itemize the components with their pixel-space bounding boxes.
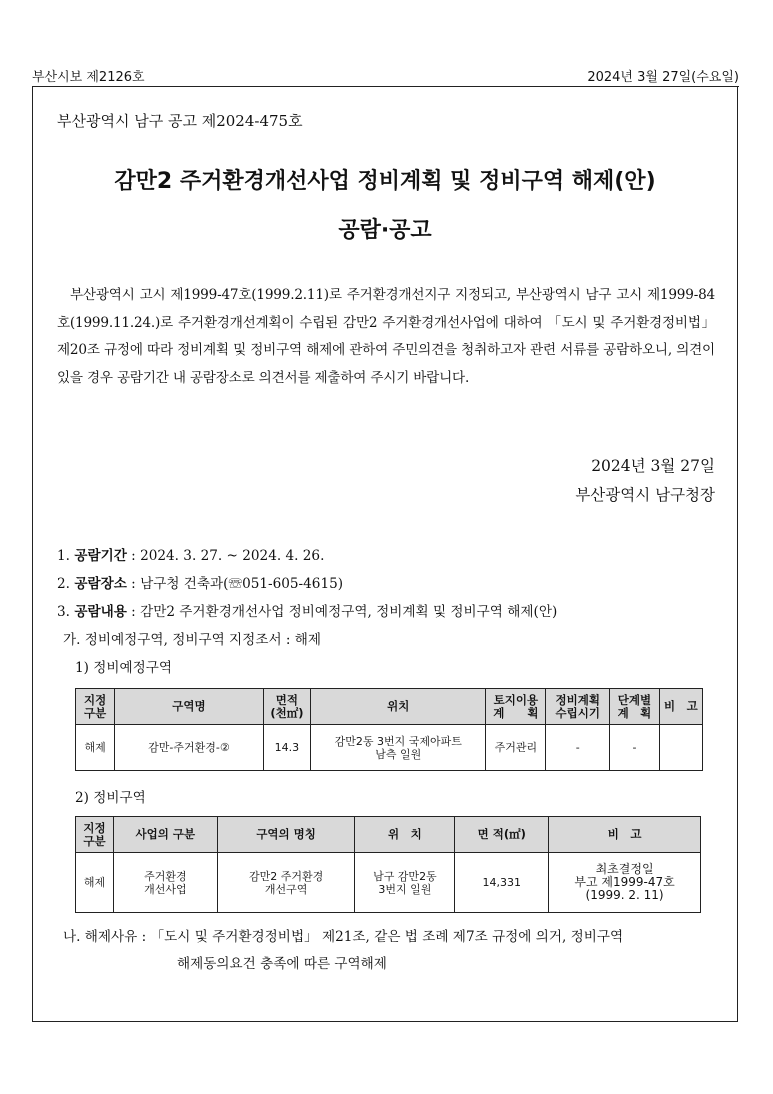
notice-number: 부산광역시 남구 공고 제2024-475호 [57, 112, 303, 130]
table-row [76, 725, 703, 771]
table-header-cell: 위 치 [355, 817, 455, 853]
table-cell: 14,331 [455, 853, 549, 913]
table-header-cell: 정비계획 수립시기 [546, 689, 610, 725]
table-header-cell: 구역의 명칭 [217, 817, 355, 853]
sub-item-a: 가. 정비예정구역, 정비구역 지정조서 : 해제 [63, 632, 322, 648]
table-row [76, 853, 701, 913]
table-cell: 주거관리 [486, 725, 546, 771]
table-header-cell: 사업의 구분 [113, 817, 217, 853]
notice-frame [32, 86, 738, 1022]
table-header-row [76, 817, 701, 853]
table-header-cell: 면 적(㎡) [455, 817, 549, 853]
table-header-row [76, 689, 703, 725]
table-header-cell: 토지이용 계 획 [486, 689, 546, 725]
table-header-cell: 지정 구분 [76, 689, 115, 725]
table-header-cell: 비 고 [659, 689, 702, 725]
release-reason-line2: 해제동의요건 충족에 따른 구역해제 [177, 956, 387, 972]
notice-body: 부산광역시 고시 제1999-47호(1999.2.11)로 주거환경개선지구 지정되고, 부산광역시 남구 고시 제1999-84호(1999.11.24.)로 주거환경개선계획이 수립된 감만2 주거환경개선사업에 대하여 「도시 및 주거환경정비법」 제20조 규정에 따라 정비계획 및 정비구역 해제에 관하여 주민의견을 청취하고자 관련 서류를 공람하오니, 의견이 있을 경우 공람기간 내 공람장소로 의견서를 제출하여 주시기 바랍니다. [57, 287, 715, 386]
table-cell: 14.3 [263, 725, 310, 771]
table-header-cell: 비 고 [549, 817, 701, 853]
release-reason-line1: 나. 해제사유 : 「도시 및 주거환경정비법」 제21조, 같은 법 조례 제7조 규정에 의거, 정비구역 [63, 929, 624, 945]
sub-item-2: 2) 정비구역 [75, 790, 146, 806]
gazette-date: 2024년 3월 27일(수요일) [587, 70, 739, 85]
table-cell: - [546, 725, 610, 771]
table-cell: 감만2 주거환경 개선구역 [217, 853, 355, 913]
table-header-cell: 단계별 계 획 [610, 689, 660, 725]
table-cell: 최초결정일 부고 제1999-47호 (1999. 2. 11) [549, 853, 701, 913]
item-period: 1. 공람기간 : 2024. 3. 27. ~ 2024. 4. 26. [57, 548, 325, 564]
gazette-issue: 부산시보 제2126호 [32, 70, 145, 85]
issuing-office: 부산광역시 남구청장 [575, 486, 715, 504]
table-cell: - [610, 725, 660, 771]
page-header [32, 64, 739, 86]
item-content: 3. 공람내용 : 감만2 주거환경개선사업 정비예정구역, 정비계획 및 정비구역 해제(안) [57, 604, 558, 620]
table-cell: 해제 [76, 853, 114, 913]
table-header-cell: 위치 [311, 689, 486, 725]
table-cell: 남구 감만2동 3번지 일원 [355, 853, 455, 913]
table-header-cell: 면적 (천㎡) [263, 689, 310, 725]
table-header-cell: 지정 구분 [76, 817, 114, 853]
table-cell: 감만-주거환경-② [115, 725, 264, 771]
sub-item-1: 1) 정비예정구역 [75, 660, 173, 676]
table-cell [659, 725, 702, 771]
release-reason [63, 924, 623, 978]
notice-title-line1: 감만2 주거환경개선사업 정비계획 및 정비구역 해제(안) [114, 169, 656, 194]
notice-title-line2: 공람·공고 [338, 218, 432, 243]
planned-zone-table [75, 688, 703, 771]
table-cell: 해제 [76, 725, 115, 771]
table-cell: 감만2동 3번지 국제아파트 남측 일원 [311, 725, 486, 771]
notice-date: 2024년 3월 27일 [591, 457, 715, 475]
table-header-cell: 구역명 [115, 689, 264, 725]
zone-table [75, 816, 701, 913]
table-cell: 주거환경 개선사업 [113, 853, 217, 913]
item-place: 2. 공람장소 : 남구청 건축과(☏051-605-4615) [57, 576, 344, 592]
